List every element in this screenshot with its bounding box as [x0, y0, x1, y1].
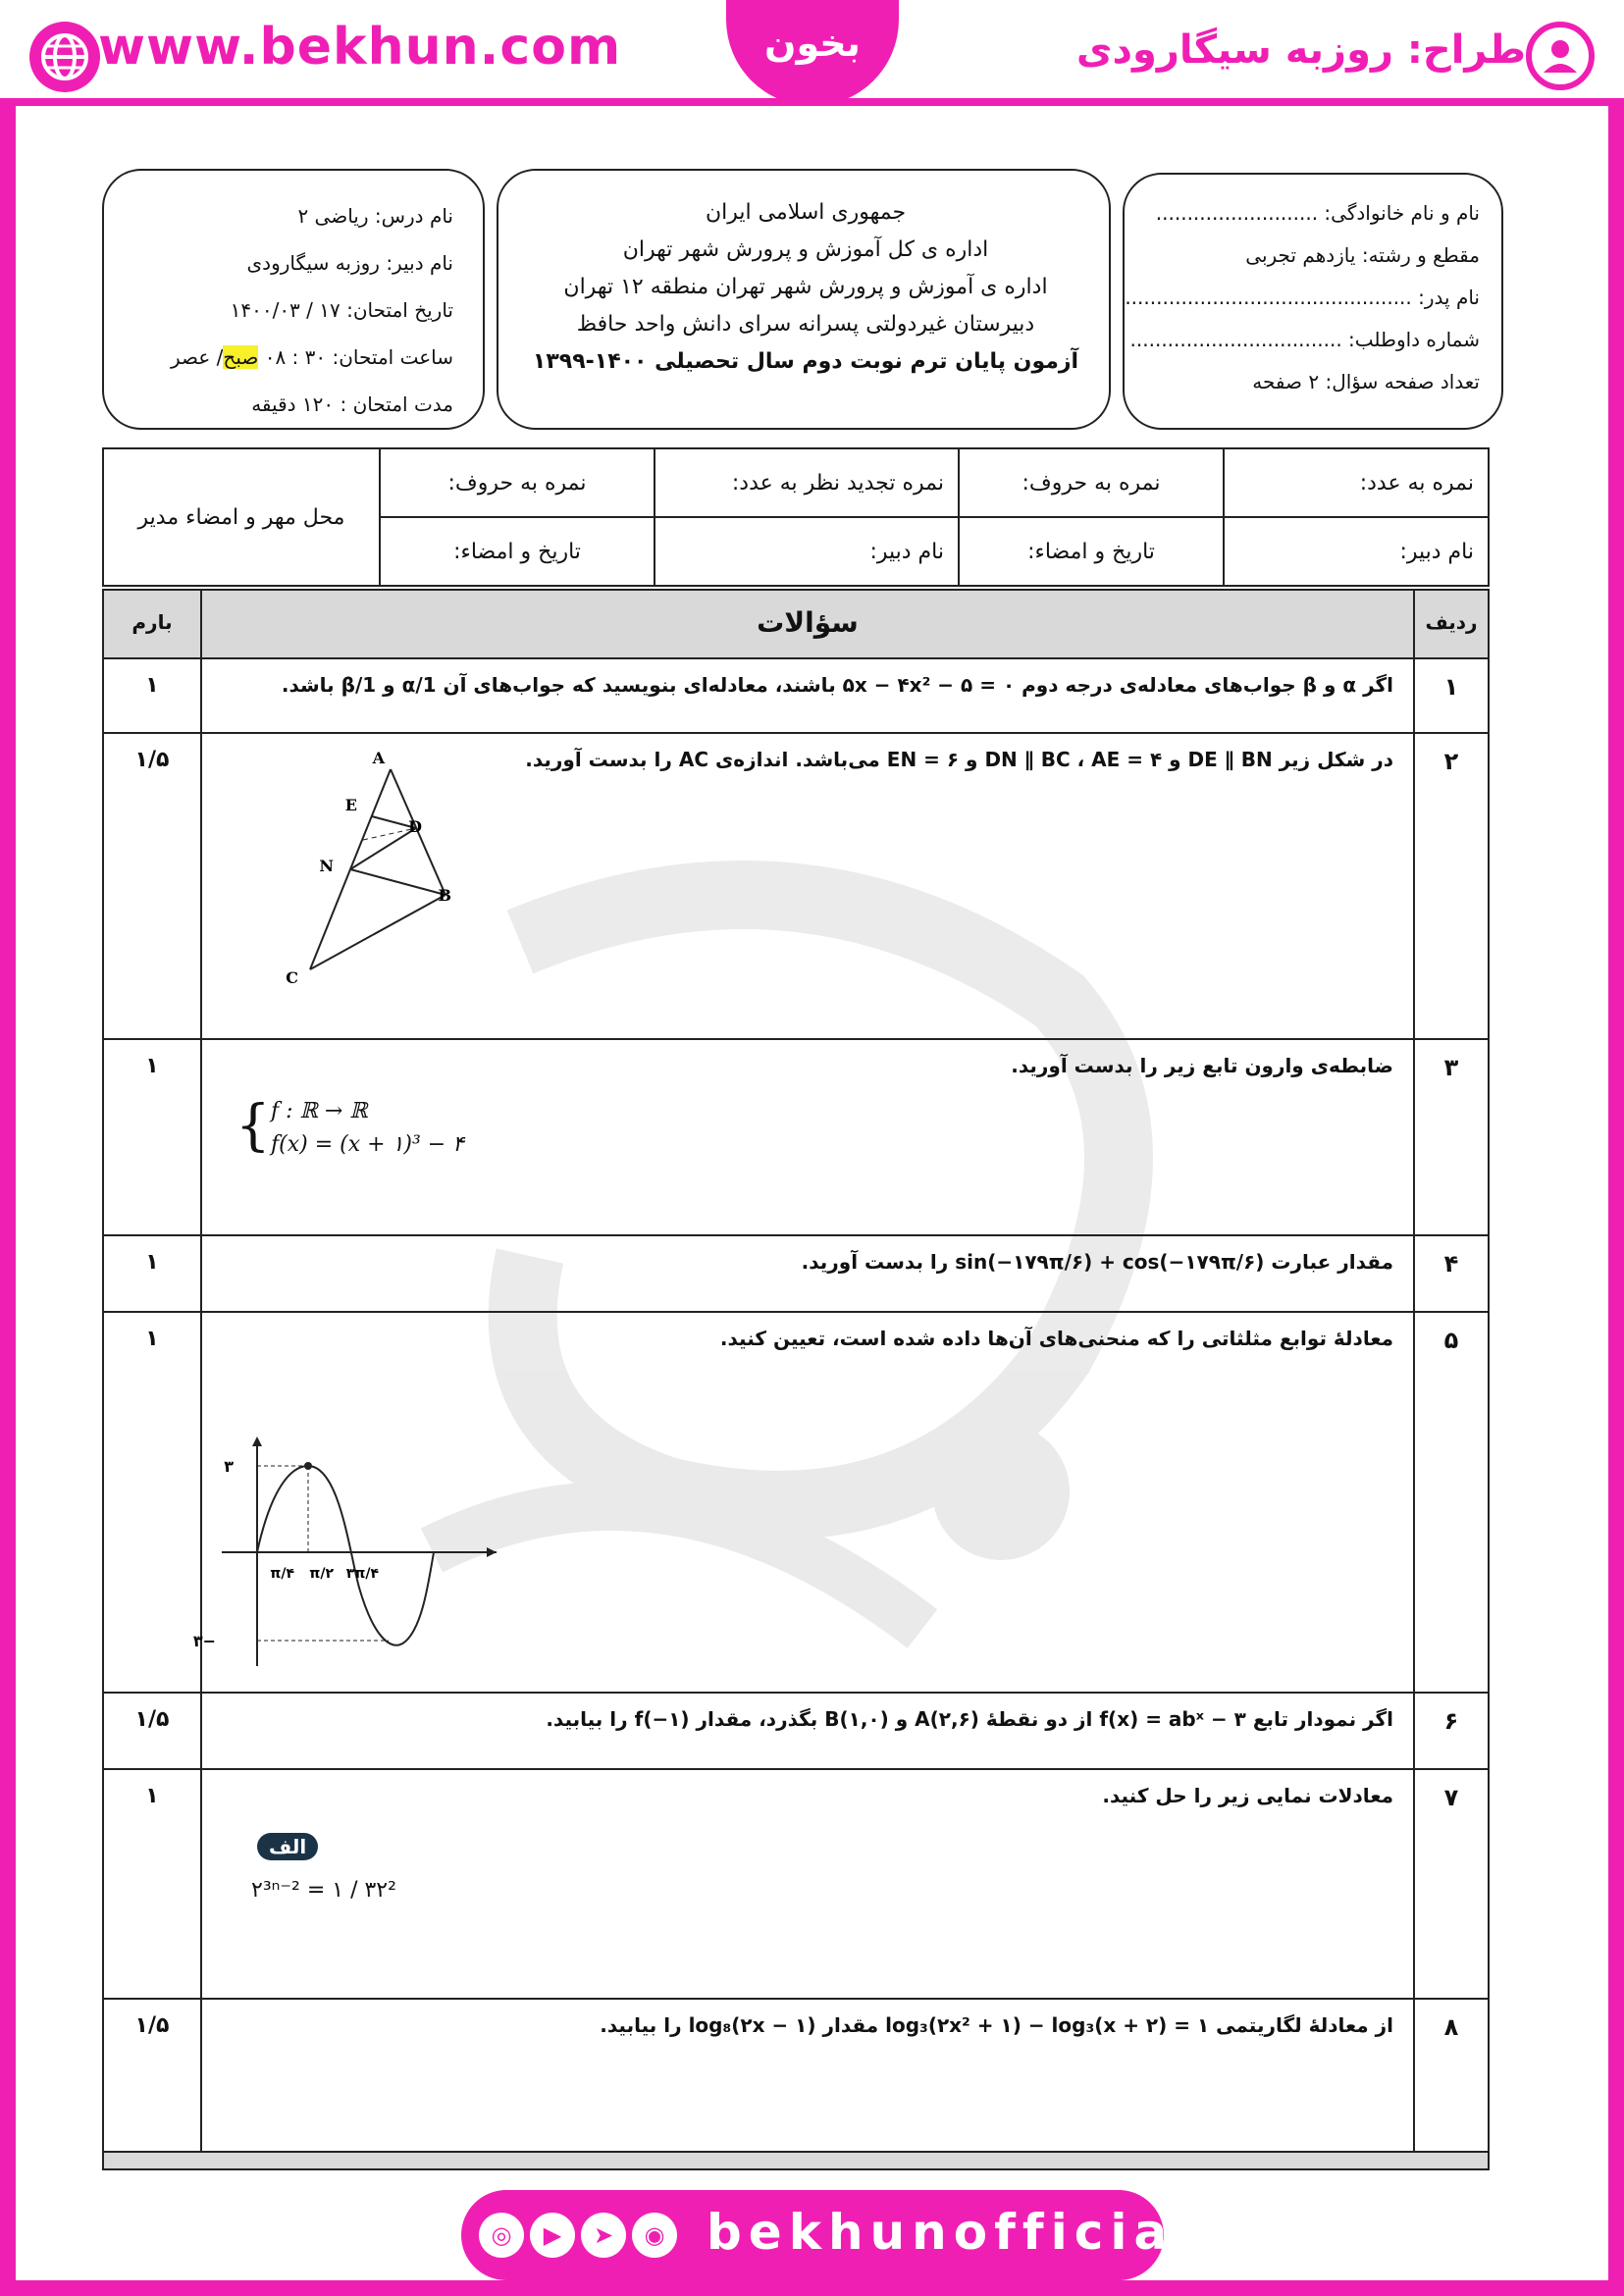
- stamp-cell: محل مهر و امضاء مدیر: [103, 448, 380, 586]
- label-c: C: [286, 968, 298, 987]
- exam-info-box: [102, 169, 485, 430]
- website-link[interactable]: www.bekhun.com: [98, 18, 622, 77]
- teacher-name-cell: نام دبیر:: [1224, 517, 1489, 586]
- youtube-icon[interactable]: ▶: [530, 2213, 575, 2258]
- teacher-field: نام دبیر: روزبه سیگارودی: [246, 251, 453, 275]
- part-badge: الف: [257, 1833, 318, 1860]
- teacher-name2-cell: نام دبیر:: [655, 517, 959, 586]
- school-info-box: [497, 169, 1111, 430]
- podcast-icon[interactable]: ◎: [479, 2213, 524, 2258]
- sine-curve-graph: [192, 1431, 506, 1676]
- page-continuation-strip: [102, 2153, 1490, 2170]
- user-icon: [1526, 22, 1595, 90]
- country-line: جمهوری اسلامی ایران: [705, 200, 907, 225]
- bekhun-logo: بخون: [726, 0, 899, 106]
- district-line: اداره ی آموزش و پرورش شهر تهران منطقه ۱۲ تهران: [563, 275, 1048, 299]
- exam-duration-field: مدت امتحان : ۱۲۰ دقیقه: [251, 392, 453, 416]
- x-label-pi4: π/۴: [270, 1566, 294, 1582]
- student-name-field: نام و نام خانوادگی: ..........................: [1155, 201, 1480, 225]
- globe-icon: [29, 22, 100, 92]
- grade-field: مقطع و رشته: یازدهم تجربی: [1245, 243, 1480, 267]
- date-sign-cell: تاریخ و امضاء:: [959, 517, 1224, 586]
- exponential-equation: ۲³ⁿ⁻² = ۱ / ۳۲²: [251, 1878, 396, 1903]
- review-letters-cell: نمره به حروف:: [380, 448, 655, 517]
- student-info-box: [1123, 173, 1503, 430]
- questions-header: ردیف سؤالات بارم: [102, 589, 1490, 659]
- label-a: A: [372, 749, 385, 767]
- question-row: ۲ در شکل زیر DE ∥ BN و DN ∥ BC ، AE = ۴ و EN = ۶ می‌باشد. اندازه‌ی AC را بدست آورید. A E D N B C ۱/۵: [102, 734, 1490, 1040]
- x-label-3pi4: ۳π/۴: [345, 1566, 379, 1582]
- label-e: E: [344, 796, 357, 814]
- time-highlight: صبح: [223, 345, 259, 369]
- grade-table: [102, 447, 1490, 587]
- y-label-min: −۳: [192, 1632, 216, 1650]
- candidate-number-field: شماره داوطلب: ..................................: [1129, 328, 1480, 351]
- score-digits-cell: نمره به عدد:: [1224, 448, 1489, 517]
- instagram-icon[interactable]: ◉: [632, 2213, 677, 2258]
- y-label-max: ۳: [224, 1457, 234, 1476]
- page-count-field: تعداد صفحه سؤال: ۲ صفحه: [1252, 370, 1480, 393]
- question-row: ۳ ضابطه‌ی وارون تابع زیر را بدست آورید. { f : ℝ → ℝ f(x) = (x + ۱)³ − ۴ ۱: [102, 1040, 1490, 1236]
- question-row: ۱ اگر α و β جواب‌های معادله‌ی درجه دوم ۰ = ۵ − ۵x − ۴x² باشند، معادله‌ای بنویسید که جواب‌های آن 1/α و 1/β باشد. ۱: [102, 659, 1490, 734]
- ministry-line: اداره ی کل آموزش و پرورش شهر تهران: [622, 237, 989, 262]
- school-line: دبیرستان غیردولتی پسرانه سرای دانش واحد حافظ: [576, 312, 1035, 337]
- question-row: ۸ از معادلهٔ لگاریتمی log₃(۲x² + ۱) − log₃(x + ۲) = ۱ مقدار log₈(۲x − ۱) را بیابید. ۱/۵: [102, 2000, 1490, 2153]
- question-row: ۷ معادلات نمایی زیر را حل کنید. الف ۲³ⁿ⁻² = ۱ / ۳۲² ۱: [102, 1770, 1490, 2000]
- top-bar: [0, 0, 1624, 106]
- x-label-pi2: π/۲: [309, 1566, 334, 1582]
- label-d: D: [408, 817, 422, 836]
- triangle-figure: [241, 748, 487, 987]
- subject-field: نام درس: ریاضی ۲: [297, 204, 453, 228]
- review-digits-cell: نمره تجدید نظر به عدد:: [655, 448, 959, 517]
- exam-date-field: تاریخ امتحان: ۱۷ / ۱۴۰۰/۰۳: [230, 298, 453, 322]
- social-handle[interactable]: bekhunofficial: [707, 2204, 1198, 2261]
- exam-title-line: آزمون پایان ترم نوبت دوم سال تحصیلی ۱۴۰۰-۱۳۹۹: [532, 349, 1079, 374]
- label-b: B: [438, 886, 451, 905]
- question-row: ۶ اگر نمودار تابع f(x) = abˣ − ۳ از دو نقطهٔ A(۲,۶) و B(۱,۰) بگذرد، مقدار f(−۱) را بیابید. ۱/۵: [102, 1694, 1490, 1770]
- telegram-icon[interactable]: ➤: [581, 2213, 626, 2258]
- questions-table: [102, 589, 1490, 2170]
- question-row: ۵ معادلهٔ توابع مثلثاتی را که منحنی‌های آن‌ها داده شده است، تعیین کنید. ۳ −۳ π/۴ π/۲ ۳π/۴ ۱: [102, 1313, 1490, 1694]
- question-row: ۴ مقدار عبارت sin(−۱۷۹π/۶) + cos(−۱۷۹π/۶) را بدست آورید. ۱: [102, 1236, 1490, 1313]
- label-n: N: [319, 857, 334, 875]
- exam-time-field: ساعت امتحان: ۳۰ : ۰۸ صبح/ عصر: [170, 345, 453, 369]
- score-letters-cell: نمره به حروف:: [959, 448, 1224, 517]
- father-name-field: نام پدر: ..............................................: [1125, 286, 1480, 309]
- designer-name: طراح: روزبه سیگارودی: [1075, 27, 1526, 73]
- function-definition: { f : ℝ → ℝ f(x) = (x + ۱)³ − ۴: [236, 1094, 465, 1158]
- date-sign2-cell: تاریخ و امضاء:: [380, 517, 655, 586]
